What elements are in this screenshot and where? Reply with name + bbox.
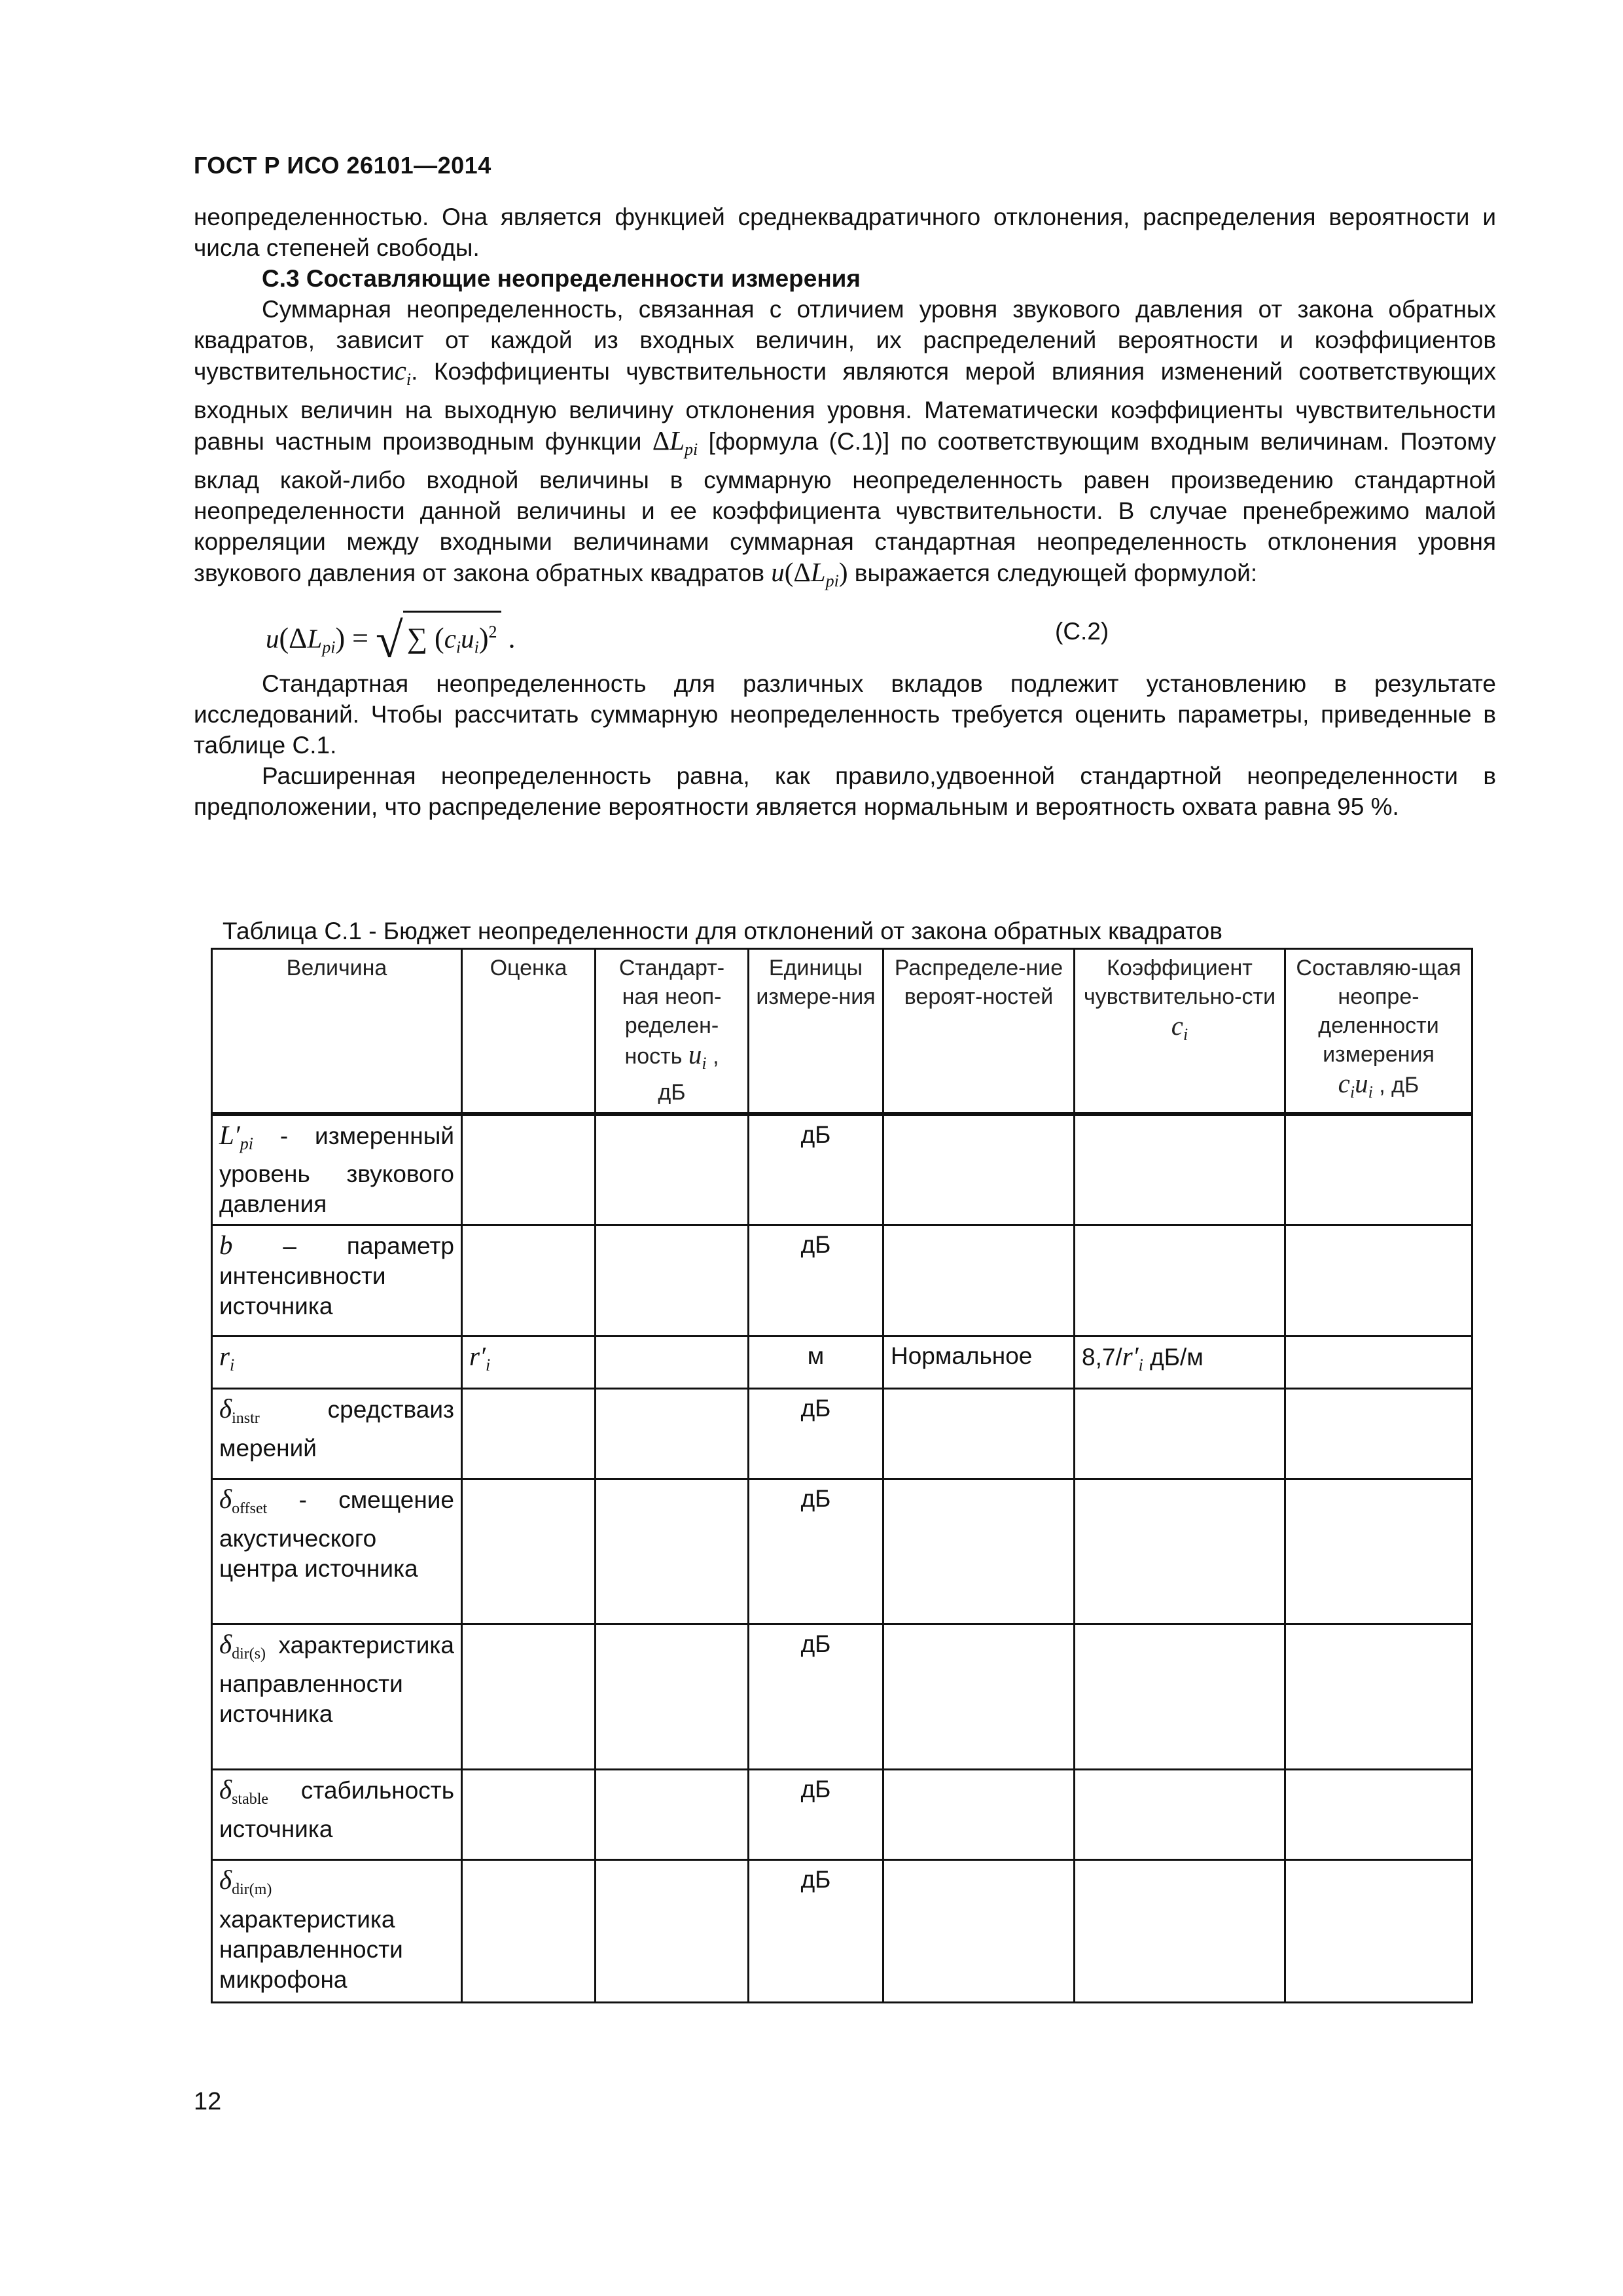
cell-distribution: [883, 1624, 1075, 1770]
cell-quantity: $L'_{pi}$ - измеренный уровень звукового давления: [212, 1114, 462, 1225]
cell-quantity: $\delta_{dir(m)}$ характеристика направленности микрофона: [212, 1860, 462, 2003]
table-caption: Таблица С.1 - Бюджет неопределенности для отклонений от закона обратных квадратов: [223, 918, 1222, 944]
cell-distribution: [883, 1479, 1075, 1624]
cell-units: дБ: [749, 1114, 883, 1225]
cell-estimate: [462, 1225, 596, 1336]
cell-distribution: [883, 1225, 1075, 1336]
cell-contribution: [1285, 1479, 1472, 1624]
cell-estimate: $r'_i$: [462, 1336, 596, 1389]
paragraph-text: . Коэффициенты чувствительности являются мерой влияния изменений соответствующих входных величин на выходную величину отклонения уровня. Математически коэффициенты чувствительности равны частным производным функции: [194, 358, 1496, 455]
uncertainty-budget-table: [211, 948, 1473, 2003]
table-row: [212, 1389, 1472, 1479]
cell-estimate: [462, 1389, 596, 1479]
col-header-estimate: Оценка: [462, 949, 596, 1114]
paragraph-text: Суммарная неопределенность, связанная с отличием уровня звукового давления от закона обратных квадратов, зависит от каждой из входных величин, их распределений вероятности и коэффициентов чувствительности: [194, 296, 1496, 385]
table-header-row: [212, 949, 1472, 1114]
table-row: [212, 1770, 1472, 1860]
paragraph-expanded-uncertainty: Расширенная неопределенность равна, как правило,удвоенной стандартной неопределенности в предположении, что распределение вероятности является нормальным и вероятность охвата равна 95 %.: [194, 762, 1496, 820]
table-row: [212, 1225, 1472, 1336]
cell-std-uncertainty: [596, 1336, 749, 1389]
cell-std-uncertainty: [596, 1770, 749, 1860]
cell-std-uncertainty: [596, 1624, 749, 1770]
body-text: [194, 202, 1496, 822]
cell-estimate: [462, 1479, 596, 1624]
cell-units: дБ: [749, 1770, 883, 1860]
cell-sensitivity: [1075, 1114, 1285, 1225]
cell-quantity: $\delta_{offset}$ - смещение акустического центра источника: [212, 1479, 462, 1624]
cell-quantity: $\delta_{instr}$ средстваиз мерений: [212, 1389, 462, 1479]
document-header: ГОСТ Р ИСО 26101—2014: [194, 152, 491, 179]
col-header-std-uncertainty: Стандарт-ная неоп-ределен-ность $u_i$ , дБ: [596, 949, 749, 1114]
cell-quantity: $r_i$: [212, 1336, 462, 1389]
formula-c2: [194, 596, 1496, 668]
table-row: [212, 1114, 1472, 1225]
cell-contribution: [1285, 1389, 1472, 1479]
cell-contribution: [1285, 1770, 1472, 1860]
cell-distribution: [883, 1389, 1075, 1479]
cell-units: дБ: [749, 1624, 883, 1770]
cell-units: дБ: [749, 1225, 883, 1336]
col-header-units: Единицы измере-ния: [749, 949, 883, 1114]
cell-std-uncertainty: [596, 1114, 749, 1225]
cell-estimate: [462, 1860, 596, 2003]
table-row: [212, 1479, 1472, 1624]
cell-units: дБ: [749, 1479, 883, 1624]
paragraph-text: выражается следующей формулой:: [854, 560, 1258, 586]
cell-sensitivity: [1075, 1389, 1285, 1479]
cell-contribution: [1285, 1860, 1472, 2003]
paragraph-standard-uncertainty: Стандартная неопределенность для различных вкладов подлежит установлению в результате исследований. Чтобы рассчитать суммарную неопределенность требуется оценить параметры, приведенные в таблице С.1.: [194, 670, 1496, 759]
math-ci: $c_i$: [1171, 1011, 1188, 1044]
table-row: [212, 1624, 1472, 1770]
cell-sensitivity: [1075, 1770, 1285, 1860]
formula-expression: $u(\Delta L_{pi})$ = √ ∑ $(c_iu_i)^2$ .: [266, 611, 516, 663]
col-header-distribution: Распределе-ние вероят-ностей: [883, 949, 1075, 1114]
cell-std-uncertainty: [596, 1860, 749, 2003]
cell-sensitivity: [1075, 1225, 1285, 1336]
page-number: 12: [194, 2088, 222, 2115]
cell-distribution: [883, 1770, 1075, 1860]
cell-estimate: [462, 1624, 596, 1770]
cell-units: дБ: [749, 1860, 883, 2003]
cell-contribution: [1285, 1624, 1472, 1770]
cell-quantity: $\delta_{stable}$ стабильность источника: [212, 1770, 462, 1860]
paragraph-sensitivity: [194, 294, 1496, 596]
math-ui: $u_i$: [688, 1039, 707, 1073]
cell-quantity: b – параметр интенсивности источника: [212, 1225, 462, 1336]
cell-units: дБ: [749, 1389, 883, 1479]
math-delta-lpi: $\Delta L_{pi}$: [652, 425, 698, 459]
math-ci: $c_i$: [394, 355, 412, 389]
cell-distribution: [883, 1114, 1075, 1225]
cell-quantity: $\delta_{dir(s)}$ характеристика направленности источника: [212, 1624, 462, 1770]
paragraph-continuation: неопределенностью. Она является функцией среднеквадратичного отклонения, распределения вероятности и числа степеней свободы.: [194, 204, 1496, 261]
cell-contribution: [1285, 1114, 1472, 1225]
cell-contribution: [1285, 1225, 1472, 1336]
cell-sensitivity: [1075, 1624, 1285, 1770]
col-header-contribution: Составляю-щая неопре-деленности измерения $c_iu_i$ , дБ: [1285, 949, 1472, 1114]
cell-std-uncertainty: [596, 1225, 749, 1336]
cell-contribution: [1285, 1336, 1472, 1389]
cell-distribution: Нормальное: [883, 1336, 1075, 1389]
cell-distribution: [883, 1860, 1075, 2003]
cell-std-uncertainty: [596, 1389, 749, 1479]
cell-estimate: [462, 1770, 596, 1860]
math-u-delta-lpi: $u(\Delta L_{pi})$: [771, 557, 848, 590]
table-row: [212, 1860, 1472, 2003]
formula-number: (С.2): [1055, 618, 1109, 645]
math-ciui: $c_iu_i$: [1338, 1068, 1373, 1102]
cell-std-uncertainty: [596, 1479, 749, 1624]
cell-estimate: [462, 1114, 596, 1225]
section-heading: С.3 Составляющие неопределенности измерения: [262, 265, 861, 292]
paragraph-text: [формула (С.1)] по соответствующим входным величинам. Поэтому вклад какой-либо входной величины в суммарную неопределенность равен произведению стандартной неопределенности данной величины и ее коэффициента чувствительности. В случае пренебрежимо малой корреляции между входными величинами суммарная стандартная неопределенность отклонения уровня звукового давления от закона обратных квадратов: [194, 428, 1497, 586]
cell-units: м: [749, 1336, 883, 1389]
cell-sensitivity: [1075, 1479, 1285, 1624]
table-row: [212, 1336, 1472, 1389]
cell-sensitivity: $8,7/r'_i$ дБ/м: [1075, 1336, 1285, 1389]
col-header-sensitivity: Коэффициент чувствительно-сти $c_i$: [1075, 949, 1285, 1114]
col-header-quantity: Величина: [212, 949, 462, 1114]
cell-sensitivity: [1075, 1860, 1285, 2003]
